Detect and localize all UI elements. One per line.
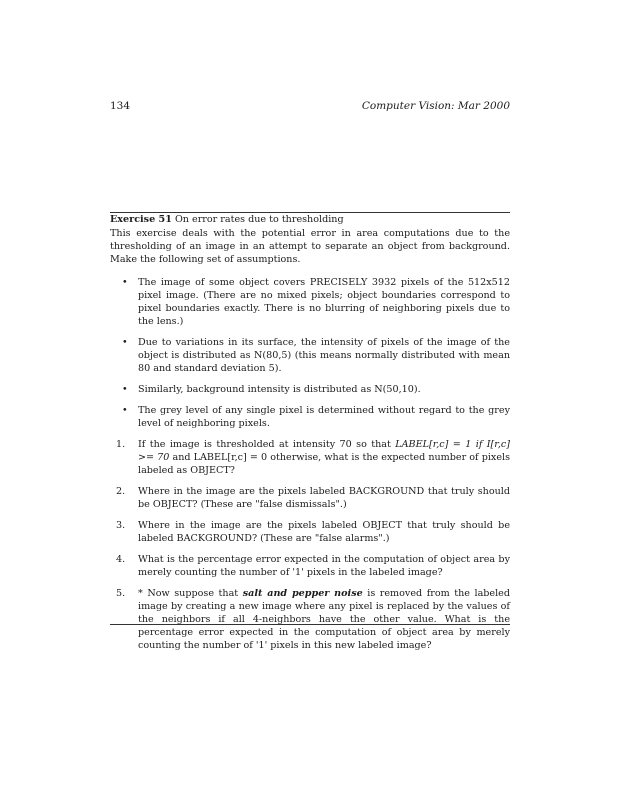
- bullet-icon: •: [122, 337, 128, 348]
- label-formula: LABEL[r,c] = 1 if I[r,c] >= 70: [138, 439, 510, 463]
- question-item: 4. What is the percentage error expected in the computation of object area by merely counting the number of '1' pixels in the labeled image?: [116, 554, 510, 578]
- bullet-icon: •: [122, 277, 128, 288]
- exercise-intro: This exercise deals with the potential error in area computations due to the thresholding of an image in an attempt to separate an object from background. Make the following set of assumptions.: [110, 228, 510, 265]
- question-number: 3.: [116, 520, 126, 531]
- question-number: 2.: [116, 486, 126, 497]
- question-item: 1. If the image is thresholded at intensity 70 so that LABEL[r,c] = 1 if I[r,c] >= 70 and LABEL[r,c] = 0 otherwise, what is the expected number of pixels labeled as OBJECT?: [116, 439, 510, 476]
- assumption-item: • The grey level of any single pixel is determined without regard to the grey level of neighboring pixels.: [122, 405, 510, 429]
- exercise-block: [110, 213, 510, 660]
- question-number: 5.: [116, 588, 126, 599]
- question-list: [110, 438, 510, 652]
- bullet-icon: •: [122, 405, 128, 416]
- question-item: 3. Where in the image are the pixels labeled OBJECT that truly should be labeled BACKGROUND? (These are "false alarms".): [116, 520, 510, 544]
- running-title: Computer Vision: Mar 2000: [361, 100, 510, 112]
- assumption-item: • Due to variations in its surface, the intensity of pixels of the image of the object is distributed as N(80,5) (this means normally distributed with mean 80 and standard deviation 5).: [122, 337, 510, 374]
- assumption-list: [110, 276, 510, 430]
- question-number: 4.: [116, 554, 126, 565]
- assumption-item: • Similarly, background intensity is distributed as N(50,10).: [122, 384, 421, 395]
- emphasis-term: salt and pepper noise: [242, 588, 363, 599]
- bullet-icon: •: [122, 384, 128, 395]
- question-item: 2. Where in the image are the pixels labeled BACKGROUND that truly should be OBJECT? (These are "false dismissals".): [116, 486, 510, 510]
- exercise-title: On error rates due to thresholding: [174, 214, 344, 225]
- exercise-heading: [110, 213, 510, 226]
- page-number: 134: [110, 100, 131, 112]
- question-item: 5. * Now suppose that salt and pepper noise is removed from the labeled image by creating a new image where any pixel is replaced by the values of the neighbors if all 4-neighbors have the other value. What is the percentage error expected in the computation of object area by merely counting the number of '1' pixels in this new labeled image?: [116, 588, 510, 651]
- exercise-label: Exercise 51: [110, 214, 172, 225]
- question-number: 1.: [116, 439, 126, 450]
- exercise-bottom-rule: [110, 624, 510, 625]
- assumption-item: • The image of some object covers PRECISELY 3932 pixels of the 512x512 pixel image. (There are no mixed pixels; object boundaries correspond to pixel boundaries exactly. There is no blurring of neighboring pixels due to the lens.): [122, 277, 510, 327]
